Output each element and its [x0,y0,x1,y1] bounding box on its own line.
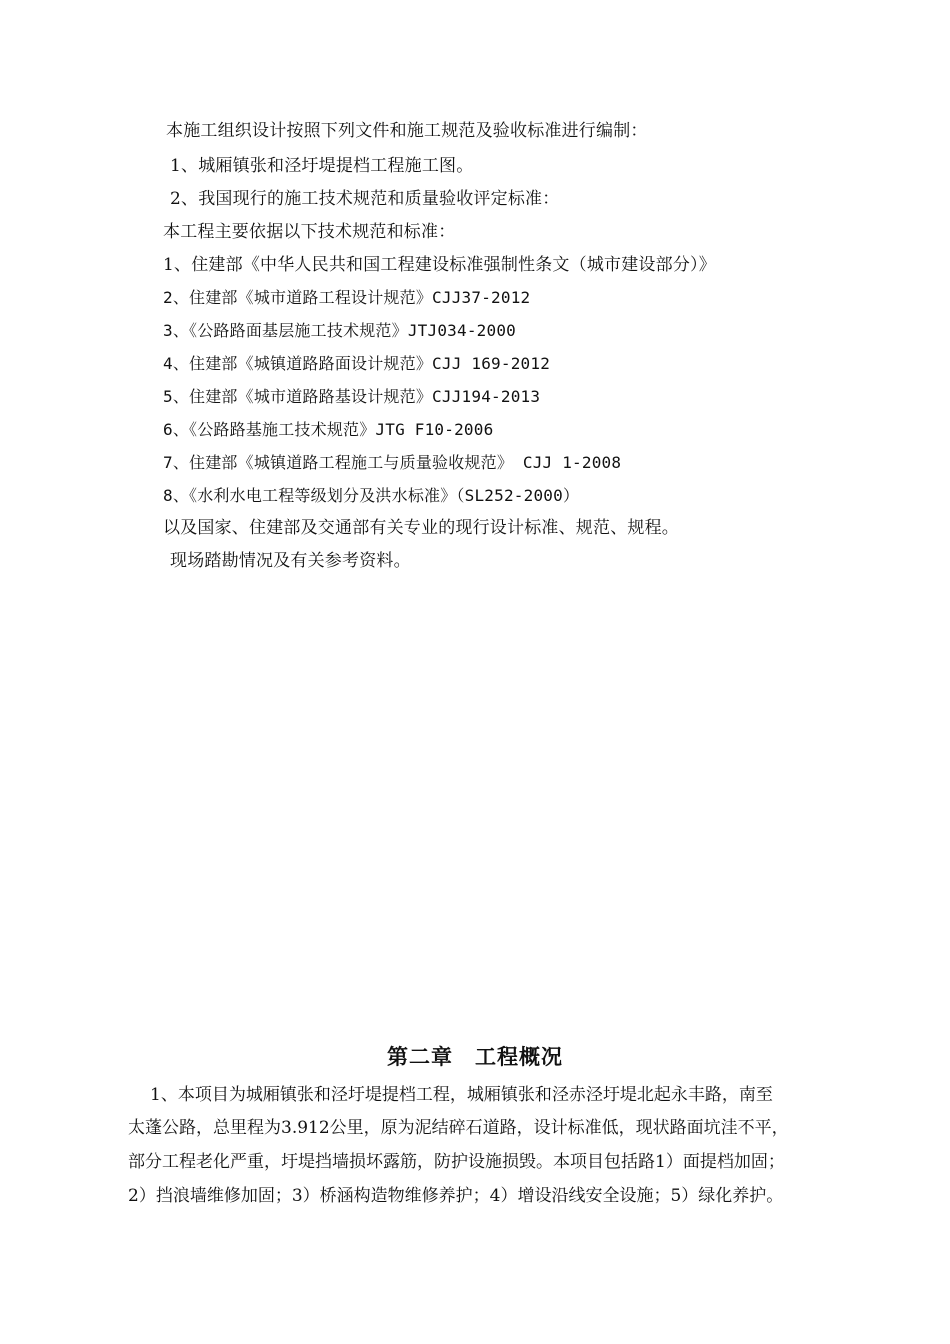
overview-paragraph-line: 太蓬公路，总里程为3.912公里，原为泥结碎石道路，设计标准低，现状路面坑洼不平， [128,1118,789,1138]
standard-item: 4、住建部《城镇道路路面设计规范》CJJ 169-2012 [163,354,551,373]
standard-item: 6、《公路路基施工技术规范》JTG F10-2006 [163,420,494,439]
main-basis-heading: 本工程主要依据以下技术规范和标准： [163,222,456,242]
chapter-title: 第二章 工程概况 [387,1045,563,1069]
overview-paragraph-line: 1、本项目为城厢镇张和泾圩堤提档工程，城厢镇张和泾赤泾圩堤北起永丰路，南至 [150,1085,773,1105]
overview-paragraph-line: 部分工程老化严重，圩堤挡墙损坏露筋，防护设施损毁。本项目包括路1）面提档加固； [128,1152,785,1172]
reference-drawings: 1、城厢镇张和泾圩堤提档工程施工图。 [170,156,474,176]
reference-national-specs: 2、我国现行的施工技术规范和质量验收评定标准： [170,189,560,209]
standard-item: 3、《公路路面基层施工技术规范》JTJ034-2000 [163,321,516,340]
site-survey-text: 现场踏勘情况及有关参考资料。 [170,551,411,571]
standard-item: 1、住建部《中华人民共和国工程建设标准强制性条文（城市建设部分）》 [163,255,716,275]
standard-item: 2、住建部《城市道路工程设计规范》CJJ37-2012 [163,288,531,307]
standard-item: 7、住建部《城镇道路工程施工与质量验收规范》 CJJ 1-2008 [163,453,622,472]
standard-item: 8、《水利水电工程等级划分及洪水标准》（SL252-2000） [163,486,580,505]
overview-paragraph-line: 2）挡浪墙维修加固；3）桥涵构造物维修养护；4）增设沿线安全设施；5）绿化养护。 [128,1186,784,1206]
intro-text: 本施工组织设计按照下列文件和施工规范及验收标准进行编制： [166,121,648,141]
national-standards-text: 以及国家、住建部及交通部有关专业的现行设计标准、规范、规程。 [163,518,679,538]
standard-item: 5、住建部《城市道路路基设计规范》CJJ194-2013 [163,387,541,406]
